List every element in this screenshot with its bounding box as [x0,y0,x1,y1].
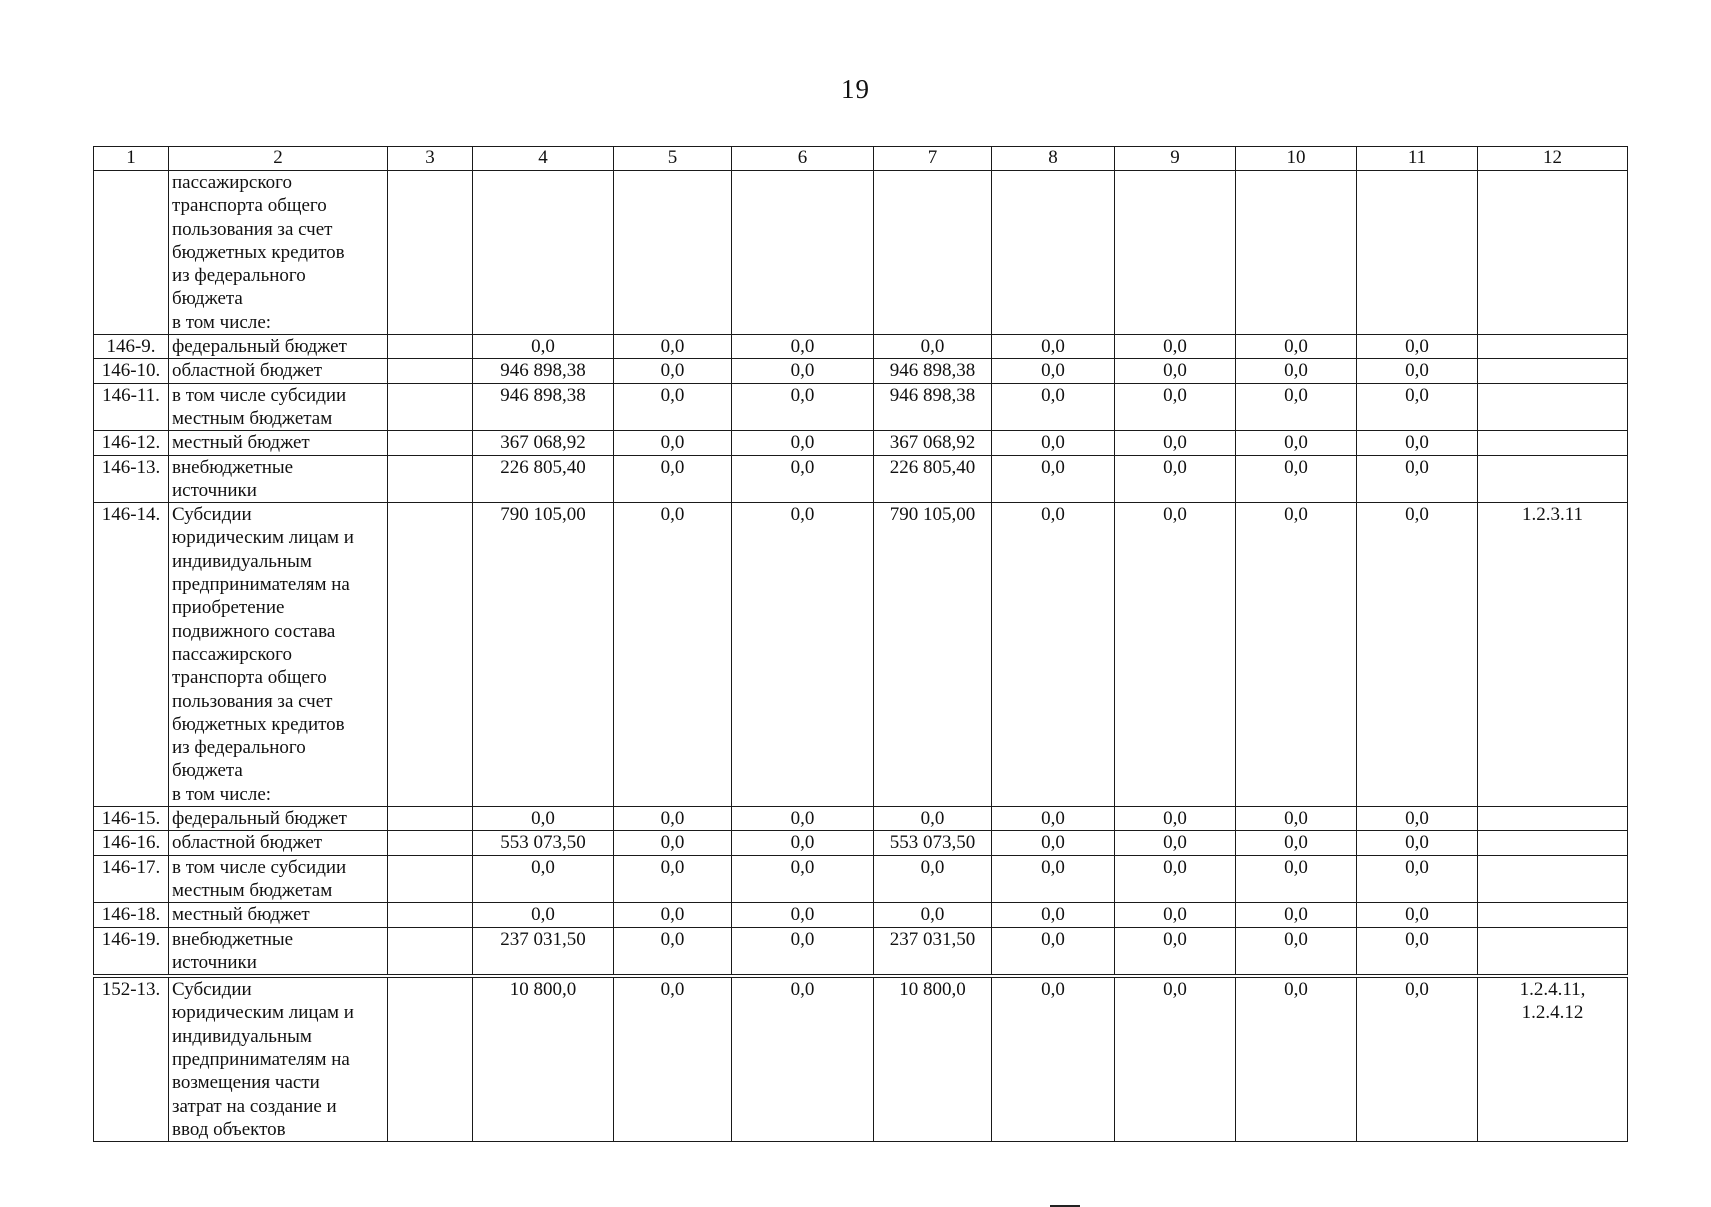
col5-value-cell: 0,0 [614,927,732,976]
col8-value-cell: 0,0 [992,976,1115,1142]
reference-cell [1478,455,1628,503]
column-header: 10 [1236,147,1357,171]
column-header: 6 [732,147,874,171]
col10-value-cell: 0,0 [1236,976,1357,1142]
col11-value-cell: 0,0 [1357,455,1478,503]
col6-value-cell: 0,0 [732,383,874,431]
description-cell: областной бюджет [169,359,388,383]
row-number-cell [94,171,169,335]
col7-value-cell: 226 805,40 [874,455,992,503]
reference-cell [1478,903,1628,927]
description-cell: пассажирского транспорта общего пользования за счет бюджетных кредитов из федерального бюджета в том числе: [169,171,388,335]
row-number-cell: 146-12. [94,431,169,455]
reference-cell: 1.2.3.11 [1478,503,1628,807]
col8-value-cell: 0,0 [992,455,1115,503]
table-row [94,807,1628,831]
col8-value-cell: 0,0 [992,903,1115,927]
table-body [94,171,1628,1142]
col7-value-cell: 553 073,50 [874,831,992,855]
col9-value-cell: 0,0 [1115,807,1236,831]
description-cell: местный бюджет [169,903,388,927]
col8-value-cell: 0,0 [992,431,1115,455]
description-cell: федеральный бюджет [169,335,388,359]
col8-value-cell: 0,0 [992,383,1115,431]
col11-value-cell: 0,0 [1357,807,1478,831]
col11-value-cell: 0,0 [1357,383,1478,431]
col11-value-cell: 0,0 [1357,335,1478,359]
col5-value-cell: 0,0 [614,383,732,431]
col8-value-cell: 0,0 [992,807,1115,831]
row-number-cell: 146-9. [94,335,169,359]
reference-cell [1478,431,1628,455]
col4-value-cell: 10 800,0 [473,976,614,1142]
col8-value-cell: 0,0 [992,335,1115,359]
col4-value-cell: 0,0 [473,855,614,903]
col4-value-cell: 946 898,38 [473,359,614,383]
col3-cell [388,359,473,383]
column-header: 5 [614,147,732,171]
col4-value-cell: 226 805,40 [473,455,614,503]
table-row [94,431,1628,455]
col4-value-cell: 553 073,50 [473,831,614,855]
column-header: 1 [94,147,169,171]
table-row [94,831,1628,855]
col7-value-cell: 0,0 [874,807,992,831]
col5-value-cell: 0,0 [614,831,732,855]
budget-table [93,146,1628,1142]
col9-value-cell: 0,0 [1115,503,1236,807]
col7-value-cell: 0,0 [874,903,992,927]
column-header: 9 [1115,147,1236,171]
table-row [94,171,1628,335]
description-cell: местный бюджет [169,431,388,455]
col6-value-cell: 0,0 [732,831,874,855]
table-row [94,927,1628,976]
row-number-cell: 146-14. [94,503,169,807]
description-cell: Субсидии юридическим лицам и индивидуальным предпринимателям на возмещения части затрат на создание и ввод объектов [169,976,388,1142]
col3-cell [388,903,473,927]
col11-value-cell: 0,0 [1357,831,1478,855]
table-row [94,503,1628,807]
col6-value-cell: 0,0 [732,455,874,503]
col11-value-cell: 0,0 [1357,431,1478,455]
col8-value-cell: 0,0 [992,855,1115,903]
reference-cell [1478,335,1628,359]
description-cell: областной бюджет [169,831,388,855]
reference-cell [1478,831,1628,855]
col8-value-cell: 0,0 [992,359,1115,383]
col5-value-cell [614,171,732,335]
col10-value-cell: 0,0 [1236,855,1357,903]
row-number-cell: 146-10. [94,359,169,383]
page-number: 19 [841,74,870,104]
col6-value-cell: 0,0 [732,359,874,383]
col11-value-cell [1357,171,1478,335]
description-cell: в том числе субсидии местным бюджетам [169,383,388,431]
col7-value-cell: 237 031,50 [874,927,992,976]
row-number-cell: 152-13. [94,976,169,1142]
col3-cell [388,431,473,455]
reference-cell [1478,359,1628,383]
col11-value-cell: 0,0 [1357,503,1478,807]
col6-value-cell: 0,0 [732,976,874,1142]
row-number-cell: 146-19. [94,927,169,976]
col3-cell [388,171,473,335]
table-row [94,976,1628,1142]
description-cell: внебюджетные источники [169,927,388,976]
col6-value-cell: 0,0 [732,503,874,807]
description-cell: внебюджетные источники [169,455,388,503]
col6-value-cell: 0,0 [732,431,874,455]
col10-value-cell: 0,0 [1236,503,1357,807]
row-number-cell: 146-11. [94,383,169,431]
reference-cell [1478,855,1628,903]
col10-value-cell: 0,0 [1236,359,1357,383]
col3-cell [388,455,473,503]
col4-value-cell: 0,0 [473,807,614,831]
column-header: 8 [992,147,1115,171]
col4-value-cell: 946 898,38 [473,383,614,431]
col11-value-cell: 0,0 [1357,927,1478,976]
col8-value-cell: 0,0 [992,831,1115,855]
col4-value-cell [473,171,614,335]
row-number-cell: 146-18. [94,903,169,927]
column-header: 11 [1357,147,1478,171]
column-header: 7 [874,147,992,171]
col10-value-cell: 0,0 [1236,831,1357,855]
col6-value-cell: 0,0 [732,927,874,976]
col5-value-cell: 0,0 [614,359,732,383]
col11-value-cell: 0,0 [1357,359,1478,383]
table-row [94,855,1628,903]
reference-cell [1478,171,1628,335]
col9-value-cell: 0,0 [1115,976,1236,1142]
col9-value-cell: 0,0 [1115,335,1236,359]
col7-value-cell: 0,0 [874,335,992,359]
col4-value-cell: 0,0 [473,903,614,927]
description-cell: Субсидии юридическим лицам и индивидуальным предпринимателям на приобретение подвижного состава пассажирского транспорта общего пользования за счет бюджетных кредитов из федерального бюджета в том числе: [169,503,388,807]
col10-value-cell: 0,0 [1236,455,1357,503]
col7-value-cell: 0,0 [874,855,992,903]
col10-value-cell: 0,0 [1236,903,1357,927]
col9-value-cell: 0,0 [1115,359,1236,383]
col6-value-cell: 0,0 [732,335,874,359]
col5-value-cell: 0,0 [614,335,732,359]
col9-value-cell: 0,0 [1115,831,1236,855]
col9-value-cell: 0,0 [1115,455,1236,503]
col11-value-cell: 0,0 [1357,976,1478,1142]
reference-cell [1478,807,1628,831]
col6-value-cell: 0,0 [732,807,874,831]
col5-value-cell: 0,0 [614,431,732,455]
table-row [94,455,1628,503]
col7-value-cell: 946 898,38 [874,359,992,383]
col8-value-cell [992,171,1115,335]
description-cell: федеральный бюджет [169,807,388,831]
col10-value-cell: 0,0 [1236,431,1357,455]
description-cell: в том числе субсидии местным бюджетам [169,855,388,903]
col5-value-cell: 0,0 [614,503,732,807]
col4-value-cell: 237 031,50 [473,927,614,976]
col7-value-cell: 367 068,92 [874,431,992,455]
reference-cell: 1.2.4.11, 1.2.4.12 [1478,976,1628,1142]
col11-value-cell: 0,0 [1357,903,1478,927]
col7-value-cell: 10 800,0 [874,976,992,1142]
table-row [94,335,1628,359]
col3-cell [388,383,473,431]
col3-cell [388,831,473,855]
column-header: 3 [388,147,473,171]
col9-value-cell [1115,171,1236,335]
reference-cell [1478,927,1628,976]
col7-value-cell: 946 898,38 [874,383,992,431]
column-header: 12 [1478,147,1628,171]
column-header: 2 [169,147,388,171]
col10-value-cell: 0,0 [1236,335,1357,359]
col3-cell [388,335,473,359]
col3-cell [388,927,473,976]
col10-value-cell: 0,0 [1236,927,1357,976]
col5-value-cell: 0,0 [614,455,732,503]
col10-value-cell: 0,0 [1236,807,1357,831]
col3-cell [388,807,473,831]
col9-value-cell: 0,0 [1115,903,1236,927]
col7-value-cell [874,171,992,335]
column-header: 4 [473,147,614,171]
col7-value-cell: 790 105,00 [874,503,992,807]
col5-value-cell: 0,0 [614,807,732,831]
row-number-cell: 146-17. [94,855,169,903]
col8-value-cell: 0,0 [992,503,1115,807]
table-row [94,903,1628,927]
col5-value-cell: 0,0 [614,976,732,1142]
col10-value-cell [1236,171,1357,335]
table-row [94,383,1628,431]
reference-cell [1478,383,1628,431]
col9-value-cell: 0,0 [1115,431,1236,455]
col3-cell [388,855,473,903]
table-row [94,359,1628,383]
col5-value-cell: 0,0 [614,855,732,903]
col8-value-cell: 0,0 [992,927,1115,976]
col9-value-cell: 0,0 [1115,383,1236,431]
row-number-cell: 146-13. [94,455,169,503]
row-number-cell: 146-16. [94,831,169,855]
col11-value-cell: 0,0 [1357,855,1478,903]
col5-value-cell: 0,0 [614,903,732,927]
row-number-cell: 146-15. [94,807,169,831]
col6-value-cell: 0,0 [732,903,874,927]
col9-value-cell: 0,0 [1115,855,1236,903]
col4-value-cell: 367 068,92 [473,431,614,455]
col3-cell [388,976,473,1142]
col6-value-cell: 0,0 [732,855,874,903]
col9-value-cell: 0,0 [1115,927,1236,976]
col6-value-cell [732,171,874,335]
header-row [94,147,1628,171]
col4-value-cell: 790 105,00 [473,503,614,807]
col3-cell [388,503,473,807]
col10-value-cell: 0,0 [1236,383,1357,431]
col4-value-cell: 0,0 [473,335,614,359]
